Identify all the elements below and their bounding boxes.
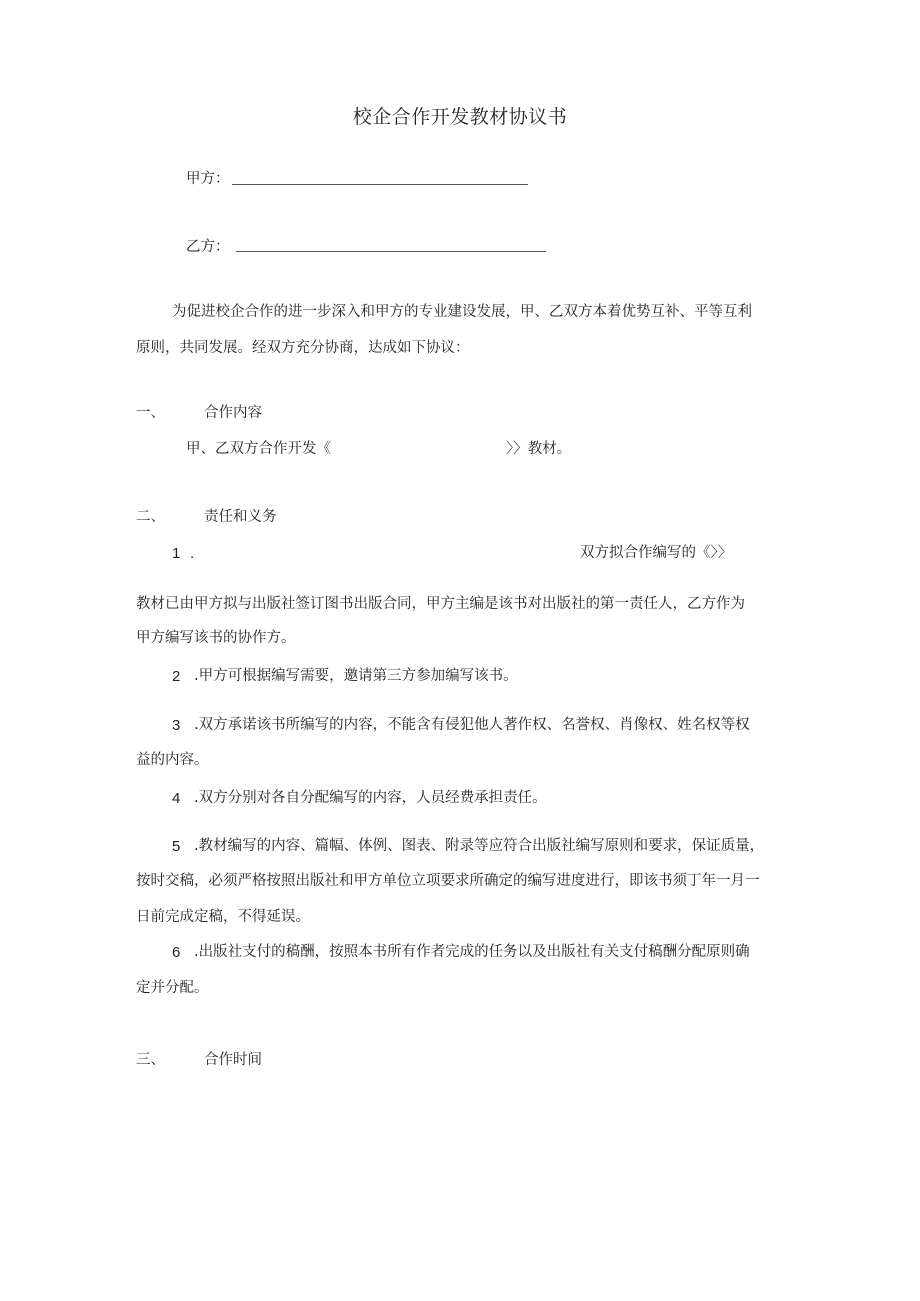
party-b-label: 乙方：	[186, 239, 230, 255]
item-5-line-3: 日前完成定稿，不得延误。	[136, 909, 310, 925]
item-3-line-2: 益的内容。	[136, 752, 209, 768]
party-b-blank-line	[236, 251, 546, 252]
item-1-number: 1	[172, 545, 181, 562]
item-6-line-2: 定并分配。	[136, 980, 209, 996]
item-6-line-1: .出版社支付的稿酬，按照本书所有作者完成的任务以及出版社有关支付稿酬分配原则确	[194, 944, 750, 960]
item-1-right-text: 双方拟合作编写的《〉〉	[580, 545, 733, 561]
party-a-label: 甲方：	[186, 171, 230, 187]
item-3-number: 3	[172, 717, 181, 734]
section-2-number: 二、	[136, 509, 165, 525]
intro-paragraph-line-2: 原则，共同发展。经双方充分协商，达成如下协议：	[136, 340, 470, 356]
section-1-text-left: 甲、乙双方合作开发《	[186, 441, 331, 457]
section-3-heading: 合作时间	[204, 1052, 262, 1068]
document-title: 校企合作开发教材协议书	[352, 106, 568, 128]
section-2-heading: 责任和义务	[204, 509, 277, 525]
item-5-number: 5	[172, 838, 181, 855]
item-6-number: 6	[172, 944, 181, 961]
item-4-text: .双方分别对各自分配编写的内容，人员经费承担责任。	[194, 790, 547, 806]
item-3-line-1: .双方承诺该书所编写的内容，不能含有侵犯他人著作权、名誉权、肖像权、姓名权等权	[194, 717, 750, 733]
section-1-number: 一、	[136, 405, 165, 421]
item-1-line-2: 甲方编写该书的协作方。	[136, 630, 296, 646]
item-2-text: .甲方可根据编写需要，邀请第三方参加编写该书。	[194, 668, 518, 684]
item-4-number: 4	[172, 790, 181, 807]
item-1-line-1: 教材已由甲方拟与出版社签订图书出版合同，甲方主编是该书对出版社的第一责任人，乙方作为	[136, 596, 745, 612]
item-1-dot: .	[190, 545, 195, 562]
section-1-heading: 合作内容	[204, 405, 262, 421]
item-2-number: 2	[172, 668, 181, 685]
party-a-blank-line	[232, 184, 528, 185]
section-1-text-right: 〉〉教材。	[506, 441, 572, 457]
item-5-line-2: 按时交稿，必须严格按照出版社和甲方单位立项要求所确定的编写进度进行，即该书须丁年一月一	[136, 873, 760, 889]
item-5-line-1: .教材编写的内容、篇幅、体例、图表、附录等应符合出版社编写原则和要求，保证质量，	[194, 838, 765, 854]
section-3-number: 三、	[136, 1052, 165, 1068]
intro-paragraph-line-1: 为促进校企合作的进一步深入和甲方的专业建设发展，甲、乙双方本着优势互补、平等互利	[172, 304, 752, 320]
